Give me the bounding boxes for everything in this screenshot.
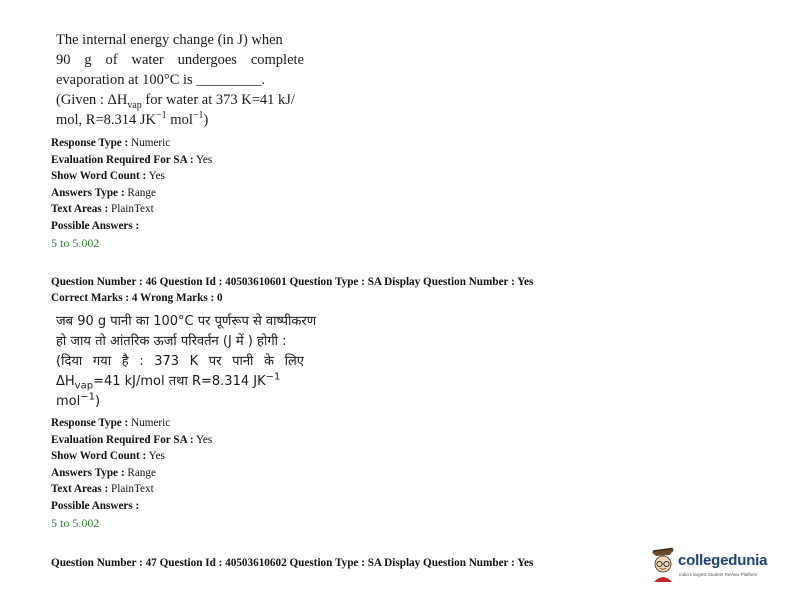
superscript: −1 — [80, 391, 95, 403]
response-type — [51, 415, 212, 432]
unit-mol: mol — [56, 394, 81, 409]
response-type-label: Response Type : — [51, 417, 129, 429]
response-type-label: Response Type : — [51, 137, 129, 149]
question-45-line-5 — [56, 110, 304, 130]
possible-answers — [51, 218, 212, 235]
collegedunia-logo[interactable] — [648, 546, 778, 586]
text-areas — [51, 481, 212, 498]
question-46-text — [56, 312, 317, 412]
subscript-vap: vap — [127, 99, 142, 111]
answers-type-value: Range — [124, 466, 156, 479]
evaluation-required-value: Yes — [193, 433, 213, 446]
text-areas-label: Text Areas : — [51, 483, 109, 496]
possible-answers-value: 5 to 5.002 — [51, 235, 100, 250]
possible-answers-label: Possible Answers : — [51, 219, 140, 232]
answers-type-value: Range — [124, 186, 156, 199]
text-areas-value: PlainText — [108, 203, 154, 216]
answers-type-label: Answers Type : — [51, 466, 125, 479]
superscript: −1 — [192, 110, 204, 122]
question-46-line-2: हो जाय तो आंतरिक ऊर्जा परिवर्तन (J में ) होगी : — [56, 334, 287, 349]
closing-paren: ) — [203, 112, 209, 128]
evaluation-required-label: Evaluation Required For SA : — [51, 153, 194, 166]
closing-paren: ) — [94, 394, 101, 409]
question-46-info: Question Number : 46 Question Id : 40503610601 Question Type : SA Display Question Number : Yes — [51, 276, 534, 288]
question-46-line-4 — [56, 372, 304, 392]
answers-type — [51, 465, 212, 482]
question-46-marks: Correct Marks : 4 Wrong Marks : 0 — [51, 292, 223, 304]
question-46-line-5 — [56, 392, 304, 412]
show-word-count — [51, 168, 212, 185]
response-type-value: Numeric — [128, 417, 171, 429]
delta-h: ΔH — [56, 374, 75, 389]
question-46-header — [51, 274, 533, 306]
possible-answers-label: Possible Answers : — [51, 499, 140, 512]
question-45-line-3: evaporation at 100°C is _________. — [56, 72, 266, 88]
given-value: =41 kJ/mol तथा R=8.314 JK — [93, 374, 266, 389]
evaluation-required-value: Yes — [193, 153, 213, 166]
logo-tagline: India's largest Student Review Platform — [679, 572, 758, 577]
show-word-count-label: Show Word Count : — [51, 450, 147, 463]
text-areas — [51, 201, 212, 218]
subscript-vap: vap — [74, 380, 94, 392]
text-areas-value: PlainText — [108, 483, 154, 496]
answers-type — [51, 185, 212, 202]
question-45-line-2: 90 g of water undergoes complete — [56, 52, 304, 68]
question-46-line-1: जब 90 g पानी का 100°C पर पूर्णरूप से वाष्पीकरण — [56, 314, 317, 329]
superscript: −1 — [156, 110, 167, 122]
possible-answers — [51, 498, 212, 515]
question-45-line-1: The internal energy change (in J) when — [56, 32, 283, 48]
question-47-info: Question Number : 47 Question Id : 40503610602 Question Type : SA Display Question Number : Yes — [51, 557, 534, 569]
show-word-count — [51, 448, 212, 465]
show-word-count-value: Yes — [146, 450, 165, 463]
question-45-text — [56, 30, 304, 130]
response-type-value: Numeric — [128, 137, 171, 149]
question-45-meta — [51, 135, 212, 251]
text-areas-label: Text Areas : — [51, 203, 109, 216]
possible-answers-value: 5 to 5.002 — [51, 515, 100, 530]
logo-wordmark: collegedunia — [678, 552, 768, 569]
question-45-line-4 — [56, 90, 304, 110]
question-46-line-3: (दिया गया है : 373 K पर पानी के लिए — [56, 354, 304, 369]
response-type — [51, 135, 212, 152]
student-mascot-icon — [648, 546, 678, 586]
question-47-header — [51, 555, 533, 571]
given-value: for water at 373 K=41 kJ/ — [141, 92, 295, 108]
evaluation-required — [51, 432, 212, 449]
question-46-meta — [51, 415, 212, 531]
evaluation-required — [51, 152, 212, 169]
answers-type-label: Answers Type : — [51, 186, 125, 199]
show-word-count-label: Show Word Count : — [51, 170, 147, 183]
show-word-count-value: Yes — [146, 170, 165, 183]
evaluation-required-label: Evaluation Required For SA : — [51, 433, 194, 446]
superscript: −1 — [265, 371, 281, 383]
gas-constant: mol, R=8.314 JK — [56, 112, 157, 128]
unit-mol: mol — [166, 112, 193, 128]
given-prefix: (Given : ΔH — [56, 92, 128, 108]
